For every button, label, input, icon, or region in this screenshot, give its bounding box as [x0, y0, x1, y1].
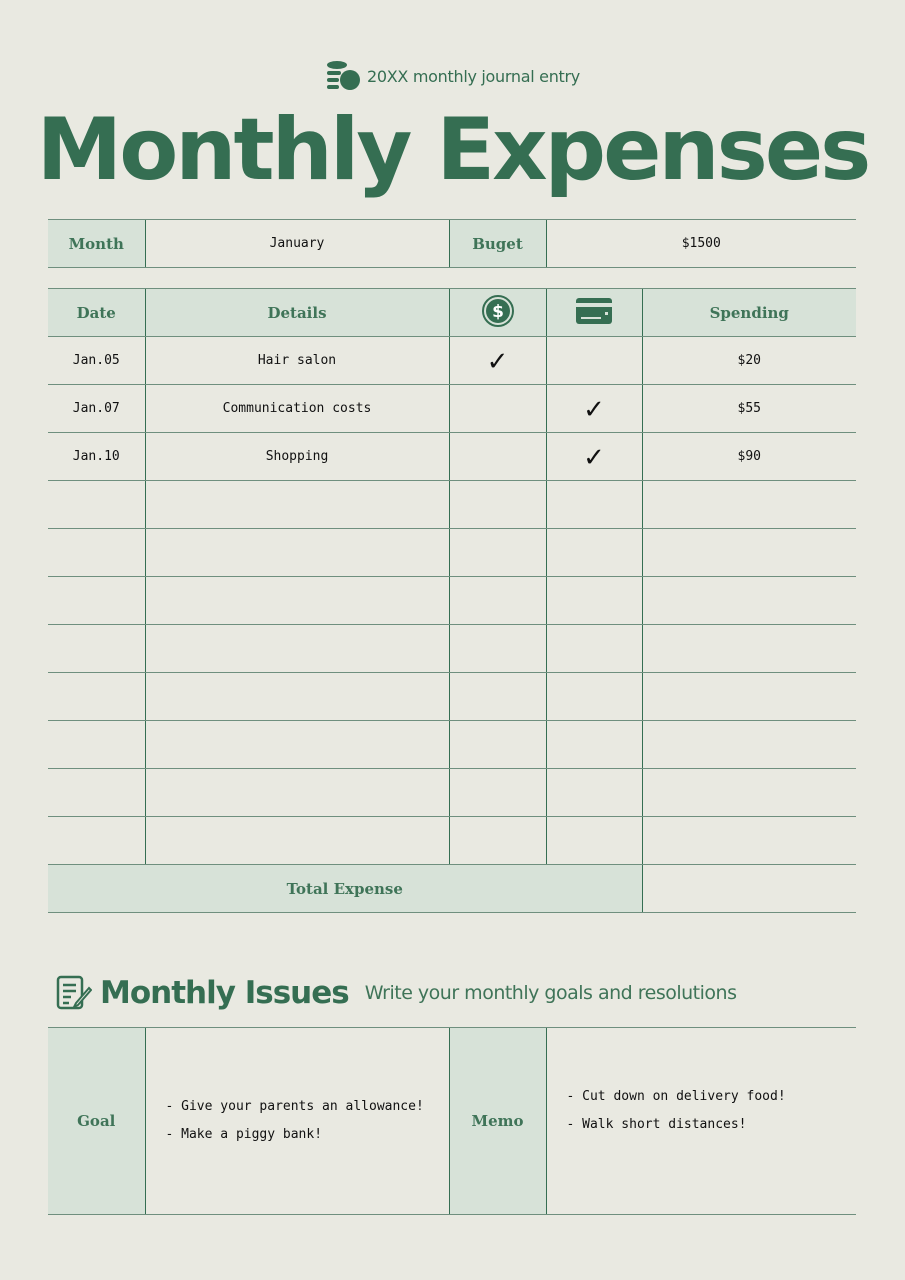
memo-item: - Walk short distances!	[566, 1117, 747, 1132]
table-row	[48, 721, 856, 769]
row-details[interactable]: Communication costs	[145, 385, 449, 433]
budget-value[interactable]: $1500	[546, 220, 856, 268]
row-date[interactable]	[48, 673, 145, 721]
col-cash	[449, 289, 546, 337]
row-card-check[interactable]	[546, 625, 642, 673]
goal-label: Goal	[48, 1028, 145, 1215]
col-details: Details	[145, 289, 449, 337]
row-details[interactable]: Shopping	[145, 433, 449, 481]
table-row	[48, 529, 856, 577]
row-spending[interactable]: $90	[642, 433, 856, 481]
row-cash-check[interactable]: ✓	[449, 337, 546, 385]
row-date[interactable]	[48, 721, 145, 769]
row-card-check[interactable]: ✓	[546, 433, 642, 481]
col-date: Date	[48, 289, 145, 337]
row-cash-check[interactable]	[449, 529, 546, 577]
row-card-check[interactable]	[546, 337, 642, 385]
row-details[interactable]	[145, 721, 449, 769]
row-date[interactable]: Jan.05	[48, 337, 145, 385]
row-details[interactable]	[145, 769, 449, 817]
memo-notes[interactable]	[546, 1028, 856, 1215]
table-row	[48, 625, 856, 673]
table-row	[48, 817, 856, 865]
row-spending[interactable]	[642, 721, 856, 769]
cash-icon	[481, 294, 515, 328]
issues-heading	[56, 975, 736, 1011]
row-card-check[interactable]	[546, 529, 642, 577]
total-expense-value[interactable]	[642, 865, 856, 913]
col-spending: Spending	[642, 289, 856, 337]
row-card-check[interactable]	[546, 817, 642, 865]
row-card-check[interactable]	[546, 769, 642, 817]
table-row	[48, 769, 856, 817]
row-cash-check[interactable]	[449, 481, 546, 529]
row-spending[interactable]	[642, 769, 856, 817]
goal-item: - Make a piggy bank!	[165, 1127, 323, 1142]
row-cash-check[interactable]	[449, 769, 546, 817]
row-cash-check[interactable]	[449, 673, 546, 721]
table-row	[48, 577, 856, 625]
goal-item: - Give your parents an allowance!	[165, 1099, 424, 1114]
row-card-check[interactable]: ✓	[546, 385, 642, 433]
row-date[interactable]	[48, 529, 145, 577]
table-row	[48, 673, 856, 721]
month-value[interactable]: January	[145, 220, 449, 268]
row-cash-check[interactable]	[449, 625, 546, 673]
row-date[interactable]	[48, 481, 145, 529]
row-spending[interactable]: $20	[642, 337, 856, 385]
row-details[interactable]: Hair salon	[145, 337, 449, 385]
row-spending[interactable]	[642, 529, 856, 577]
subtitle-text: 20XX monthly journal entry	[367, 66, 580, 86]
row-card-check[interactable]	[546, 721, 642, 769]
issues-subtitle: Write your monthly goals and resolutions	[364, 982, 737, 1004]
page-title: Monthly Expenses	[36, 100, 869, 200]
row-cash-check[interactable]	[449, 385, 546, 433]
issues-table	[48, 1027, 856, 1215]
memo-label: Memo	[449, 1028, 546, 1215]
goal-notes[interactable]	[145, 1028, 449, 1215]
col-card	[546, 289, 642, 337]
expenses-table	[48, 288, 856, 913]
row-details[interactable]	[145, 529, 449, 577]
row-details[interactable]	[145, 625, 449, 673]
table-row	[48, 481, 856, 529]
row-date[interactable]: Jan.07	[48, 385, 145, 433]
row-cash-check[interactable]	[449, 433, 546, 481]
row-date[interactable]	[48, 577, 145, 625]
row-date[interactable]	[48, 817, 145, 865]
expenses-header-row	[48, 289, 856, 337]
row-date[interactable]	[48, 769, 145, 817]
row-details[interactable]	[145, 481, 449, 529]
total-row	[48, 865, 856, 913]
document-edit-icon	[56, 975, 92, 1011]
row-details[interactable]	[145, 817, 449, 865]
row-cash-check[interactable]	[449, 817, 546, 865]
summary-table	[48, 219, 856, 268]
row-cash-check[interactable]	[449, 577, 546, 625]
row-details[interactable]	[145, 577, 449, 625]
row-spending[interactable]	[642, 577, 856, 625]
month-label: Month	[48, 220, 145, 268]
journal-subtitle	[0, 60, 905, 92]
row-spending[interactable]	[642, 673, 856, 721]
row-spending[interactable]	[642, 817, 856, 865]
row-card-check[interactable]	[546, 577, 642, 625]
budget-label: Buget	[449, 220, 546, 268]
svg-text:$: $	[491, 301, 504, 322]
row-date[interactable]	[48, 625, 145, 673]
table-row	[48, 385, 856, 433]
issues-title: Monthly Issues	[100, 975, 349, 1011]
row-spending[interactable]	[642, 625, 856, 673]
row-date[interactable]: Jan.10	[48, 433, 145, 481]
table-row	[48, 433, 856, 481]
row-card-check[interactable]	[546, 481, 642, 529]
row-spending[interactable]: $55	[642, 385, 856, 433]
credit-card-icon	[576, 298, 612, 324]
table-row	[48, 337, 856, 385]
memo-item: - Cut down on delivery food!	[566, 1089, 786, 1104]
row-cash-check[interactable]	[449, 721, 546, 769]
row-spending[interactable]	[642, 481, 856, 529]
row-details[interactable]	[145, 673, 449, 721]
coins-icon	[325, 60, 361, 92]
total-expense-label: Total Expense	[48, 865, 642, 913]
row-card-check[interactable]	[546, 673, 642, 721]
